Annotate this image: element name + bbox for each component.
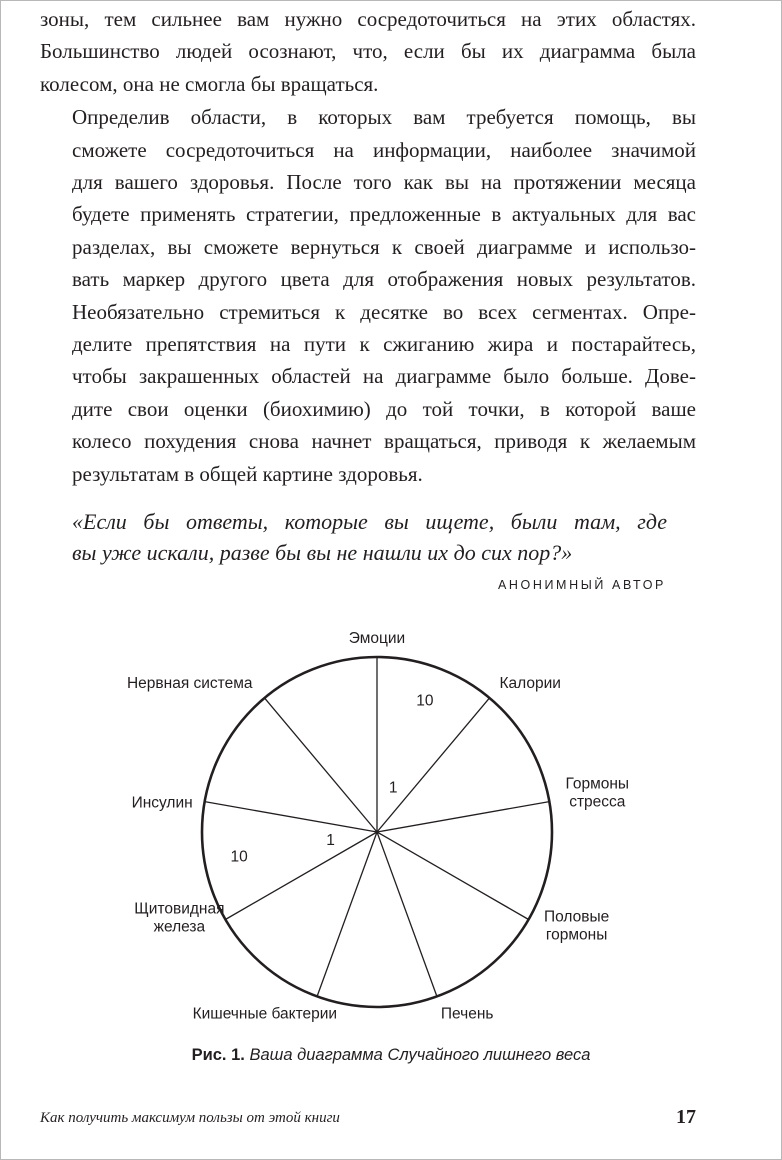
wheel-segment-label-line: Нервная система <box>126 674 253 692</box>
paragraph-2-line: Определив области, в которых вам требуется помощь, вы <box>72 105 696 130</box>
wheel-segment-label-line: Кишечные бактерии <box>192 1005 338 1023</box>
wheel-spoke <box>225 832 377 920</box>
wheel-scale-mark: 1 <box>388 779 398 797</box>
wheel-scale-mark: 10 <box>416 692 434 710</box>
page-number: 17 <box>676 1106 696 1128</box>
running-footer: Как получить максимум пользы от этой книги <box>40 1110 340 1126</box>
wheel-spoke <box>377 832 437 996</box>
wheel-segment-label <box>544 909 609 944</box>
wheel-segment-label-line: Щитовидная <box>134 900 225 918</box>
paragraph-1-line: колесом, она не смогла бы вращаться. <box>40 71 379 96</box>
wheel-segment-label-line: Калории <box>499 674 561 692</box>
wheel-segment-label-line: Гормоны <box>565 775 630 793</box>
paragraph-2-line: делите препятствия на пути к сжиганию жира и постарайтесь, <box>72 332 696 357</box>
wheel-spoke <box>317 832 377 996</box>
wheel-segment-label <box>349 630 405 647</box>
epigraph-line: «Если бы ответы, которые вы ищете, были там, где <box>72 509 667 534</box>
wheel-segment-label-line: железа <box>153 918 206 936</box>
paragraph-1-line: зоны, тем сильнее вам нужно сосредоточиться на этих областях. <box>40 7 696 31</box>
paragraph-2-line: будете применять стратегии, предложенные в актуальных для вас <box>72 202 696 227</box>
wheel-scale-mark: 1 <box>326 832 335 850</box>
epigraph-line: вы уже искали, разве бы вы не нашли их до сих пор?» <box>72 540 573 565</box>
wheel-spoke <box>205 802 377 832</box>
wheel-segment-label-line: гормоны <box>545 926 608 944</box>
figure-number: Рис. 1. <box>191 1046 245 1064</box>
paragraph-2-line: сможете сосредоточиться на информации, наиболее значимой <box>72 137 696 162</box>
paragraph-1-line: Большинство людей осознают, что, если бы их диаграмма была <box>40 39 696 64</box>
wheel-segment-label-line: Эмоции <box>348 630 406 647</box>
paragraph-2-line: Необязательно стремиться к десятке во всех сегментах. Опре- <box>72 299 696 324</box>
wheel-spoke <box>265 698 378 832</box>
wheel-spoke <box>377 832 529 920</box>
epigraph-author: АНОНИМНЫЙ АВТОР <box>497 578 666 592</box>
paragraph-2-line: колесо похудения снова начнет вращаться, приводя к желаемым <box>72 429 696 454</box>
wheel-segment-label-line: Печень <box>440 1005 494 1023</box>
figure-title: Ваша диаграмма Случайного лишнего веса <box>249 1046 591 1064</box>
wheel-segment-label <box>566 776 630 811</box>
wheel-segment-label <box>193 1005 338 1022</box>
wheel-segment-label-line: Половые <box>543 908 610 926</box>
wheel-segment-label <box>132 795 193 812</box>
paragraph-2-line: результатам в общей картине здоровья. <box>72 461 423 486</box>
paragraph-2-line: дите свои оценки (биохимию) до той точки, в которой ваше <box>72 396 696 421</box>
wheel-spoke <box>377 698 490 832</box>
paragraph-2-line: вать маркер другого цвета для отображения новых результатов. <box>72 267 696 292</box>
paragraph-2-line: чтобы закрашенных областей на диаграмме было больше. Дове- <box>72 364 696 389</box>
wheel-segment-label <box>500 675 561 692</box>
wheel-segment-label <box>127 675 253 692</box>
paragraph-2-line: для вашего здоровья. После того как вы на протяжении месяца <box>72 170 696 195</box>
wheel-spoke <box>377 802 549 832</box>
paragraph-2-line: разделах, вы сможете вернуться к своей диаграмме и использо- <box>72 234 696 259</box>
figure-caption <box>0 1046 782 1065</box>
wheel-scale-mark: 10 <box>230 848 248 866</box>
wheel-segment-label-line: стресса <box>569 793 626 811</box>
wheel-segment-label-line: Инсулин <box>131 794 193 812</box>
wheel-segment-label <box>134 901 224 936</box>
wheel-segment-label <box>441 1005 494 1022</box>
